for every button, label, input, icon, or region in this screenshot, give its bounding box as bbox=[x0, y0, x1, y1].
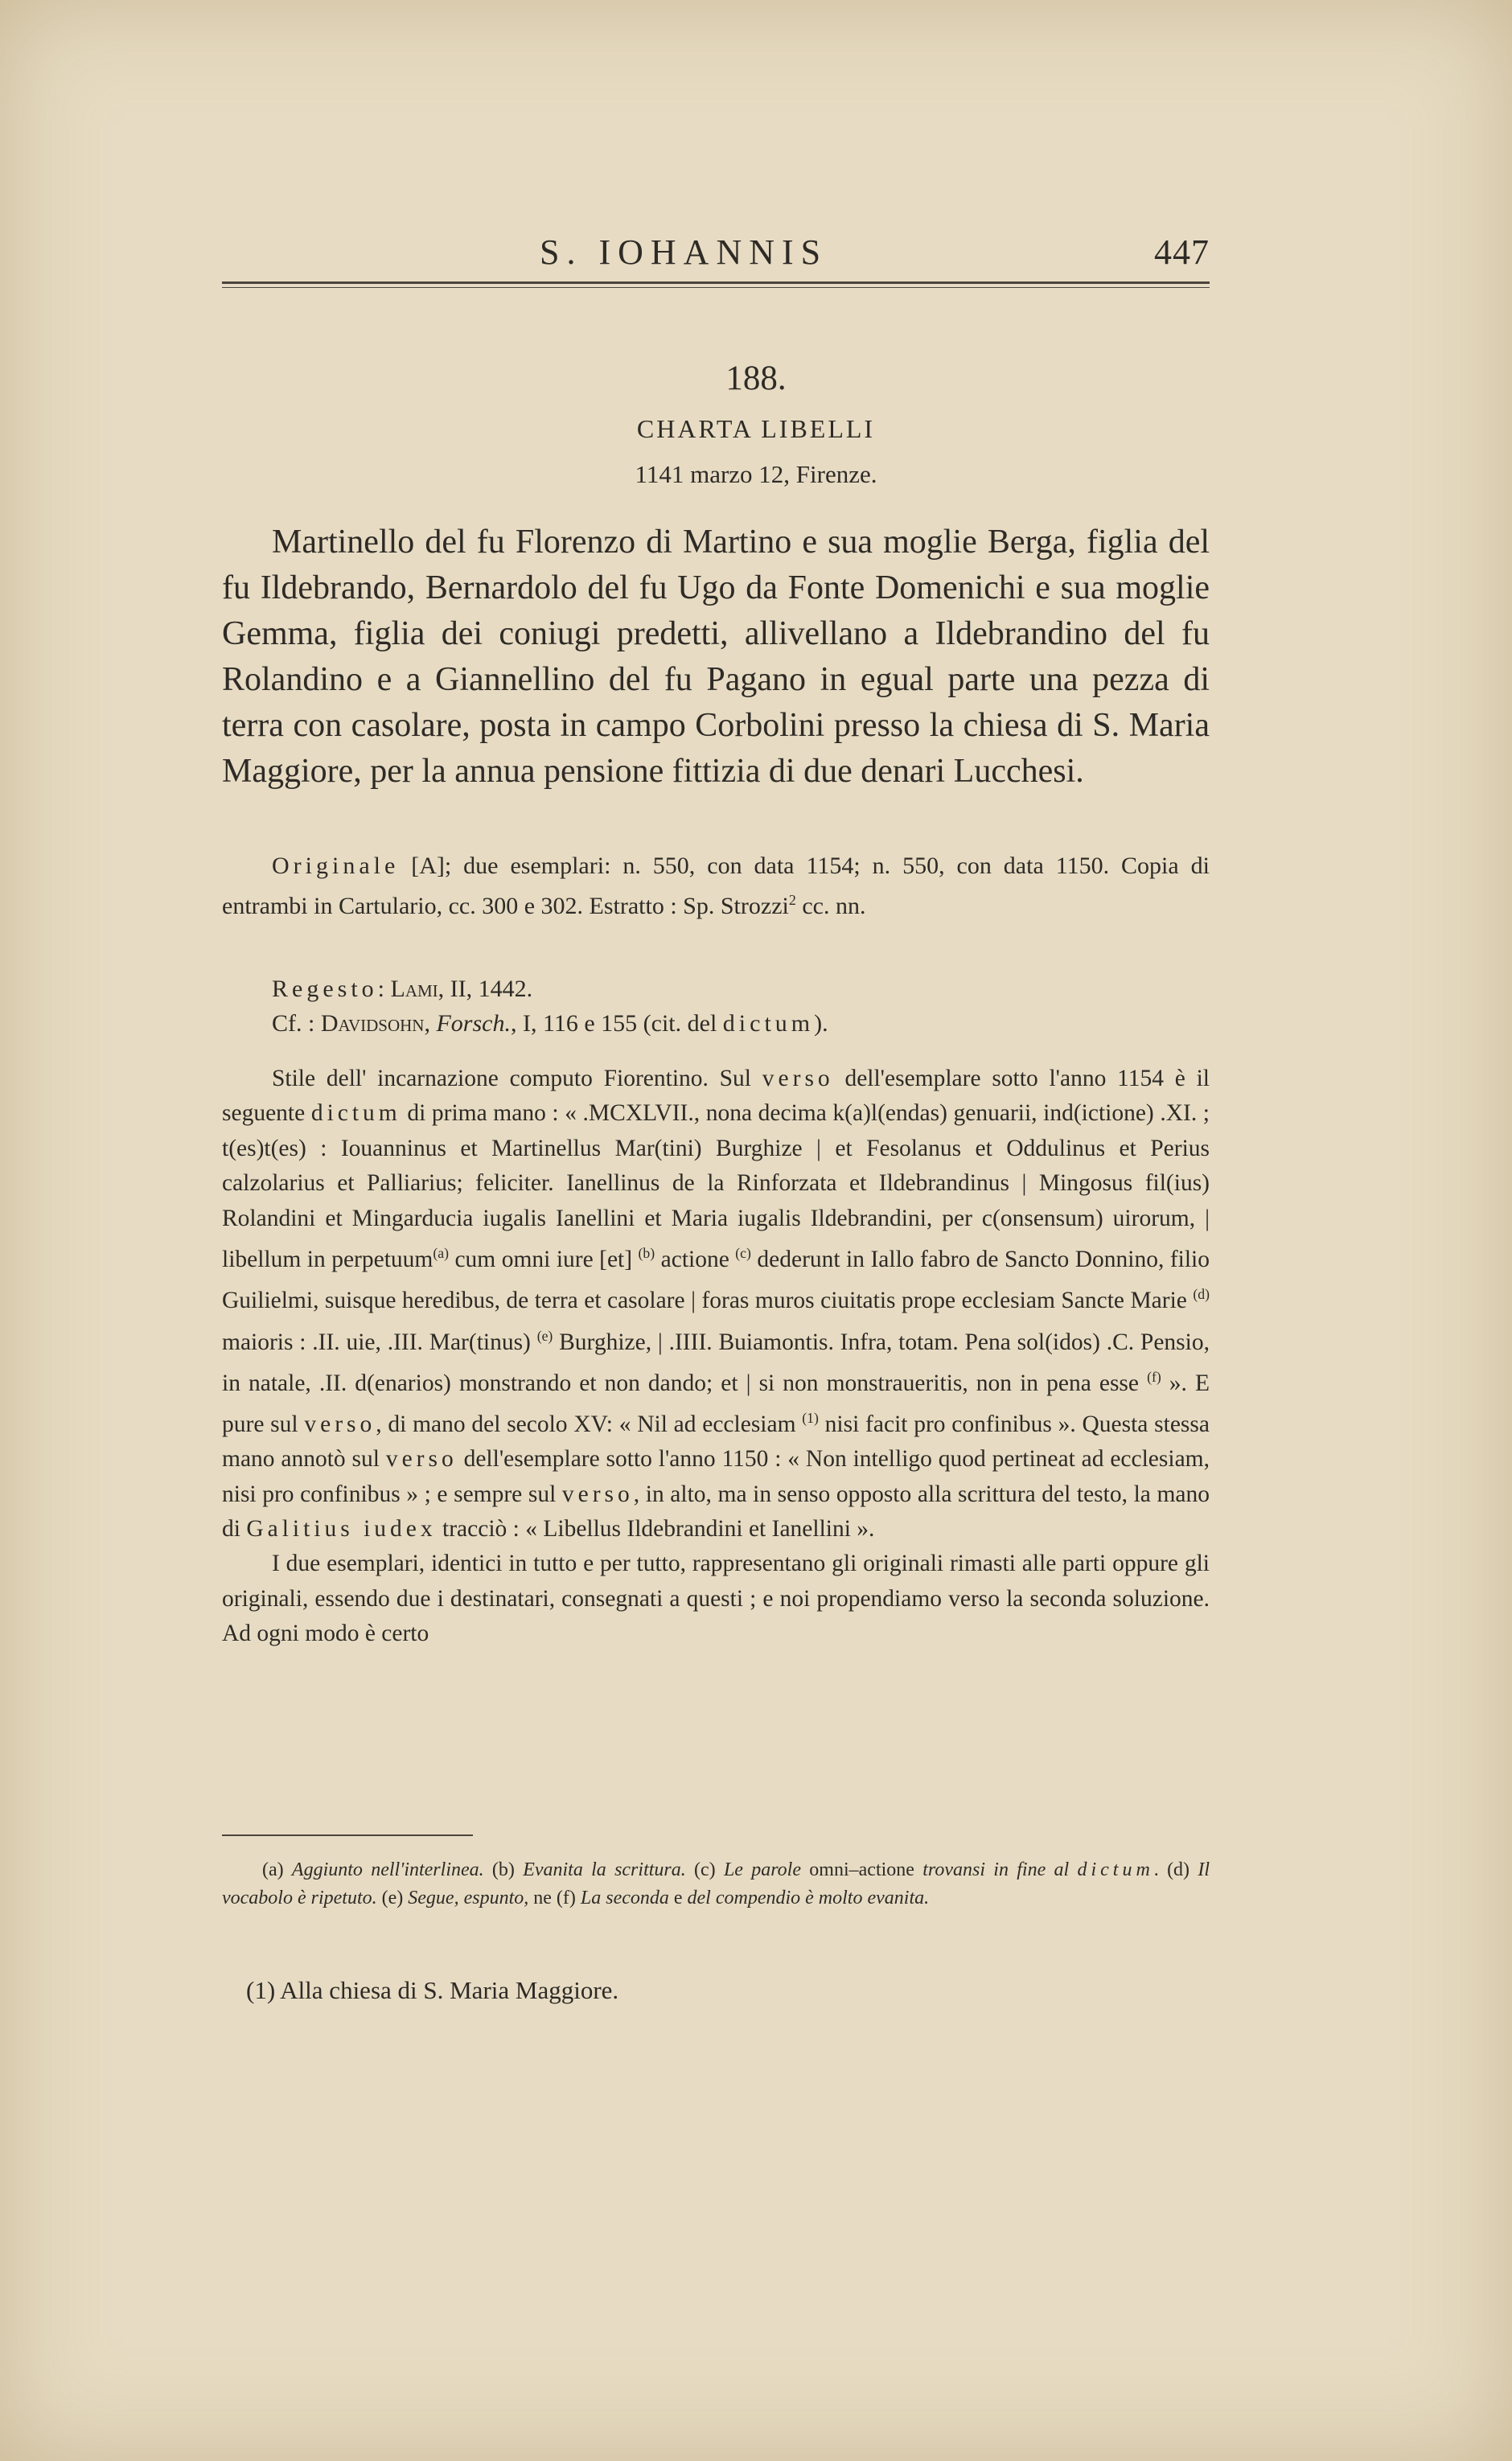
fn-text-d: Il vocabolo è ripetuto. bbox=[222, 1859, 1210, 1908]
notes-text: tracciò : « Libellus Ildebrandini et Ianellini ». bbox=[436, 1516, 875, 1543]
note-ref-1: (1) bbox=[802, 1409, 819, 1426]
fn-label-d: (d) bbox=[1158, 1859, 1198, 1880]
strozzi-superscript: 2 bbox=[788, 892, 796, 908]
fn-text-f2: del compendio è molto evanita. bbox=[687, 1887, 930, 1908]
notes-text: , in alto, ma in senso opposto alla scrittura del testo, la mano di bbox=[222, 1481, 1210, 1543]
document-number: 188. bbox=[725, 359, 787, 397]
note-ref-a: (a) bbox=[433, 1245, 449, 1262]
tradition-text: [A]; due esemplari: n. 550, con data 1154; n. 550, con data 1150. Copia di entrambi in Cartulario, cc. 300 e 302. Estratto : Sp. bbox=[222, 853, 1210, 919]
fn-text-a: Aggiunto nell'interlinea. bbox=[291, 1859, 484, 1880]
notes-text: actione bbox=[655, 1246, 736, 1272]
forsch-ref-detail: , I, 116 e 155 (cit. del bbox=[510, 1010, 723, 1037]
footnote-rule bbox=[222, 1834, 473, 1836]
fn-plain-f: e bbox=[668, 1887, 688, 1908]
davidsohn-ref: Davidsohn bbox=[320, 1010, 425, 1037]
notes-text: ». E pure sul bbox=[222, 1370, 1210, 1437]
note-ref-d: (d) bbox=[1193, 1286, 1210, 1303]
notes-text: dell'esemplare sotto l'anno 1154 è il seguente bbox=[222, 1066, 1210, 1127]
cf-close: ). bbox=[814, 1010, 828, 1037]
strozzi-text: Strozzi bbox=[720, 893, 789, 919]
verso-word: verso bbox=[762, 1066, 834, 1091]
note-ref-e: (e) bbox=[536, 1327, 553, 1344]
lami-ref: Lami bbox=[390, 976, 438, 1002]
document-summary: Martinello del fu Florenzo di Martino e sua moglie Berga, figlia del fu Ildebrando, Bernardolo del fu Ugo da Fonte Domenichi e sua moglie Gemma, figlia dei coniugi predetti, allivellano a Ildebrandino del fu Rolandino e a Giannellino del fu Pagano in egual parte una pezza di terra con casolare, posta in campo Corbolini presso la chiesa di S. Maria Maggiore, per la annua pensione fittizia di due denari Lucchesi. bbox=[222, 524, 1210, 790]
notes-text: dell'esemplare sotto l'anno 1150 : « Non intelligo quod pertineat ad ecclesiam, nisi pro confinibus » ; e sempre sul bbox=[222, 1446, 1210, 1507]
running-header bbox=[222, 220, 1210, 285]
notes-paragraph-1 bbox=[222, 1062, 1210, 1547]
fn-text-b: Evanita la scrittura. bbox=[523, 1859, 686, 1880]
fn-dictum: dictum bbox=[1077, 1859, 1154, 1880]
galitius-name: Galitius iudex bbox=[246, 1516, 437, 1543]
notes-text: Stile dell' incarnazione computo Fiorentino. Sul bbox=[272, 1066, 762, 1091]
verso-word: verso bbox=[385, 1446, 458, 1473]
fn-label-c: (c) bbox=[685, 1859, 724, 1880]
fn-text-c2: trovansi in fine al bbox=[922, 1859, 1070, 1880]
dictum-word: dictum bbox=[310, 1100, 401, 1127]
tradition-text-end: cc. nn. bbox=[795, 893, 866, 919]
fn-label-f: (f) bbox=[556, 1887, 581, 1908]
cf-comma: , bbox=[424, 1010, 437, 1037]
critical-footnotes bbox=[222, 1856, 1210, 1912]
originale-label: Originale bbox=[272, 853, 400, 879]
verso-word: verso bbox=[561, 1481, 634, 1507]
verso-word: verso bbox=[304, 1411, 376, 1437]
fn-text-f: La seconda bbox=[580, 1887, 669, 1908]
notes-text: nisi facit pro confinibus ». Questa stessa mano annotò sul bbox=[222, 1411, 1210, 1473]
lami-ref-detail: , II, 1442. bbox=[438, 976, 533, 1002]
notes-paragraph-2: I due esemplari, identici in tutto e per tutto, rappresentano gli originali rimasti alle parti oppure gli originali, essendo due i destinatari, consegnati a questi ; e noi propendiamo verso la seconda soluzione. Ad ogni modo è certo bbox=[222, 1551, 1210, 1647]
regesto-block bbox=[272, 972, 1210, 1041]
dictum-word: dictum bbox=[722, 1010, 815, 1037]
note-ref-b: (b) bbox=[638, 1245, 655, 1262]
header-rule-thick bbox=[222, 281, 1210, 284]
notes-text: dederunt in Iallo fabro de Sancto Donnino, filio Guilielmi, suisque heredibus, de terra et casolare | foras muros ciuitatis prope ecclesiam Sancte Marie bbox=[222, 1246, 1210, 1314]
header-rule-thin bbox=[222, 287, 1210, 288]
fn-label-e: (e) bbox=[376, 1887, 409, 1908]
notes-text: , di mano del secolo XV: « Nil ad ecclesiam bbox=[376, 1411, 803, 1437]
fn-text-c: Le parole bbox=[723, 1859, 802, 1880]
fn-plain-c: omni–actione bbox=[801, 1859, 923, 1880]
regesto-label: Regesto bbox=[272, 976, 378, 1002]
fn-label-b: (b) bbox=[483, 1859, 524, 1880]
notes-text: di prima mano : « .MCXLVII., nona decima k(a)l(endas) genuarii, ind(ictione) .XI. ; t(es)t(es) : Iouanninus et Martinellus Mar(tini) Burghize | et Fesolanus et Oddulinus et Perius calzolarius et Palliarius; feliciter. Ianellinus de la Rinforzata et Ildebrandinus | Mingosus fil(ius) Rolandini et Mingarducia iugalis Ianellini et Maria iugalis Ildebrandini, per c(onsensum) uirorum, | libellum in perpetuum bbox=[222, 1100, 1210, 1272]
notes-text: maioris : .II. uie, .III. Mar(tinus) bbox=[222, 1329, 537, 1355]
regesto-line bbox=[272, 972, 1210, 1006]
notes-text: cum omni iure [et] bbox=[449, 1246, 639, 1272]
document-date: 1141 marzo 12, Firenze. bbox=[635, 460, 877, 488]
fn-label-a: (a) bbox=[262, 1859, 292, 1880]
document-type: CHARTA LIBELLI bbox=[636, 414, 876, 443]
note-ref-f: (f) bbox=[1147, 1368, 1161, 1385]
fn-dot: . bbox=[1153, 1859, 1159, 1880]
page-number: 447 bbox=[1154, 232, 1210, 272]
notes-block bbox=[222, 1062, 1210, 1652]
fn-text-e: Segue, espunto, bbox=[408, 1887, 529, 1908]
regesto-colon: : bbox=[377, 976, 391, 1002]
cf-line bbox=[272, 1006, 1210, 1041]
footnote-1: (1) Alla chiesa di S. Maria Maggiore. bbox=[246, 1976, 619, 2004]
tradition-paragraph bbox=[222, 849, 1210, 923]
note-ref-c: (c) bbox=[735, 1245, 751, 1262]
fn-plain-e: ne bbox=[528, 1887, 557, 1908]
forsch-title: Forsch. bbox=[436, 1010, 511, 1037]
notes-text: Burghize, | .IIII. Buiamontis. Infra, totam. Pena sol(idos) .C. Pensio, in natale, .II. d(enarios) monstrando et non dando; et | si non monstraueritis, non in pena esse bbox=[222, 1329, 1210, 1396]
running-title: S. IOHANNIS bbox=[540, 232, 828, 272]
cf-prefix: Cf. : bbox=[272, 1010, 321, 1037]
